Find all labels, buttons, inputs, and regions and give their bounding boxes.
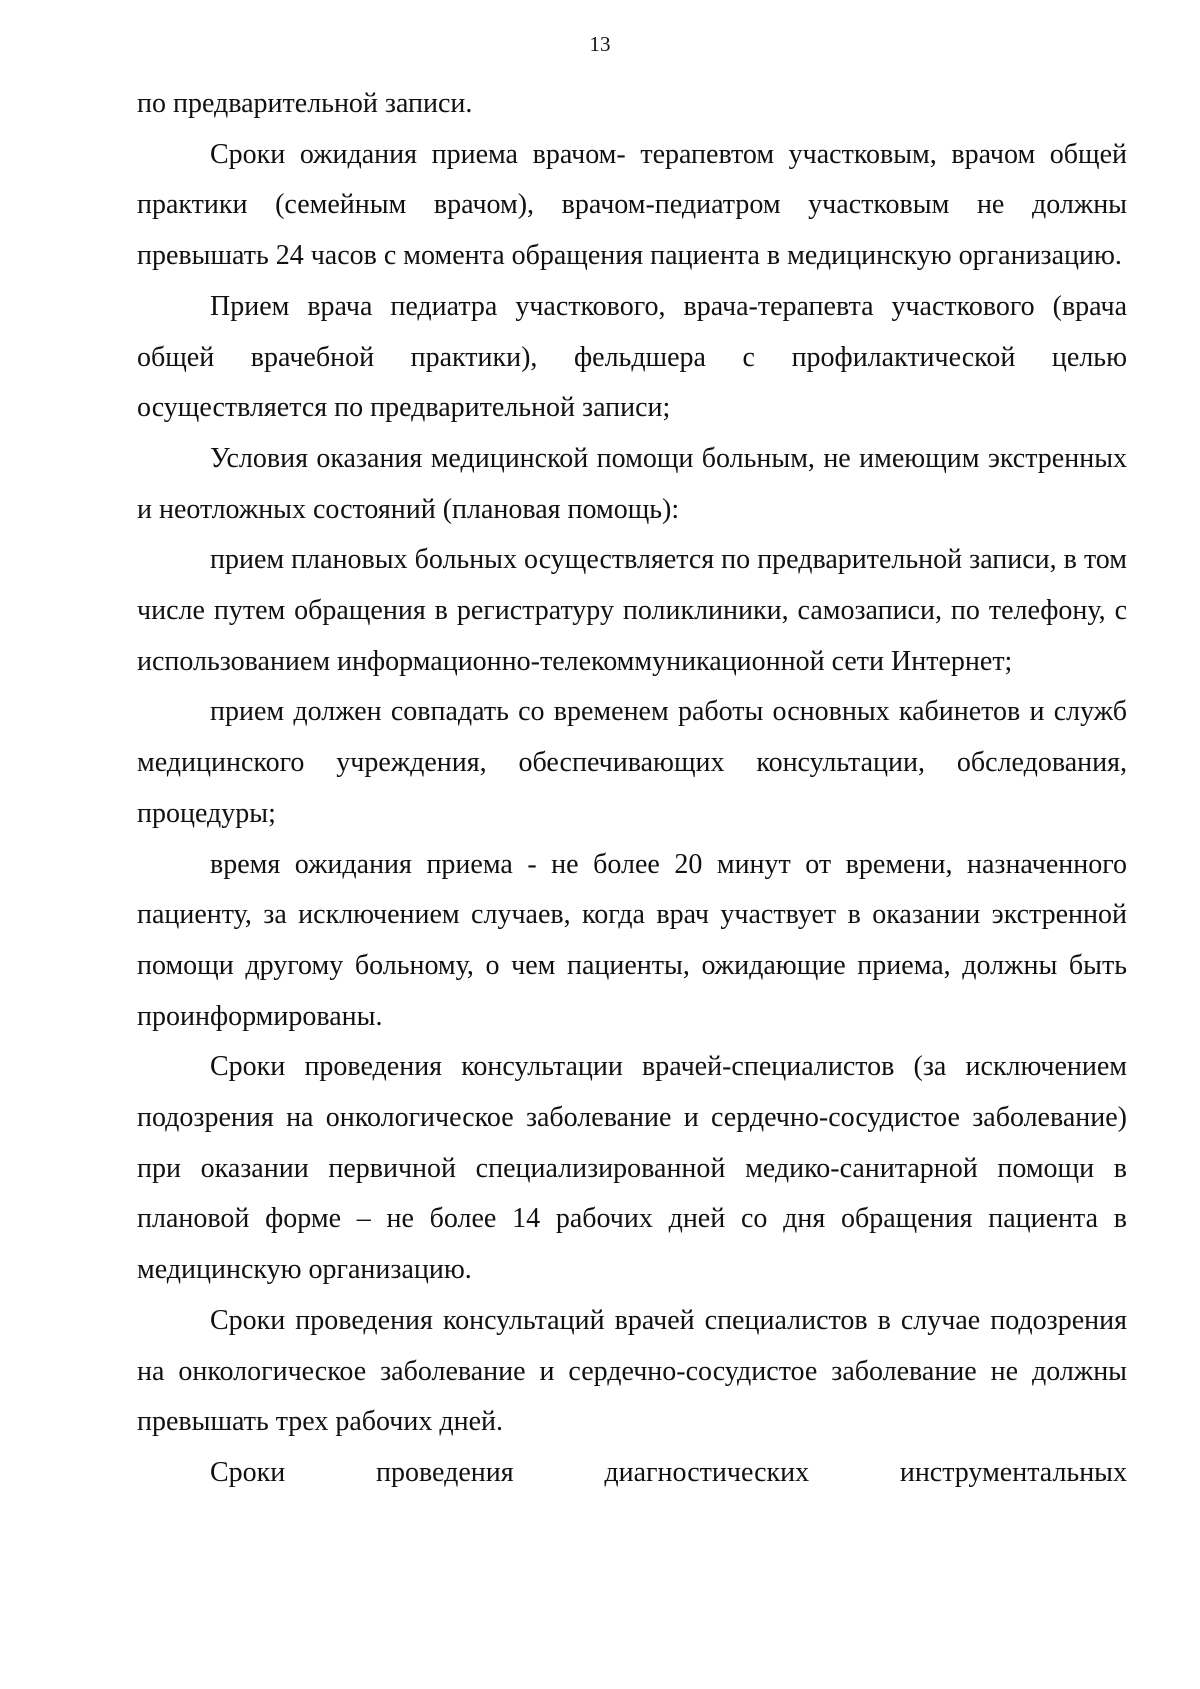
paragraph-planned-care-conditions: Условия оказания медицинской помощи больным, не имеющим экстренных и неотложных состояний (плановая помощь): (137, 442, 1127, 525)
paragraph-waiting-time-therapist: Сроки ожидания приема врачом- терапевтом участковым, врачом общей практики (семейным врачом), врачом-педиатром участковым не должны превышать 24 часов с момента обращения пациента в медицинскую организацию. (137, 138, 1127, 272)
paragraph-office-hours: прием должен совпадать со временем работы основных кабинетов и служб медицинского учреждения, обеспечивающих консультации, обследования, процедуры; (137, 696, 1127, 829)
document-body (137, 79, 1127, 1499)
paragraph-appointment-booking: прием плановых больных осуществляется по предварительной записи, в том числе путем обращения в регистратуру поликлиники, самозаписи, по телефону, с использованием информационно-телекоммуникационной сети Интернет; (137, 544, 1127, 677)
paragraph-continuation: по предварительной записи. (137, 88, 473, 119)
paragraph-diagnostic-terms: Сроки проведения диагностических инструментальных (210, 1456, 1127, 1488)
paragraph-preventive-appointment: Прием врача педиатра участкового, врача-терапевта участкового (врача общей врачебной практики), фельдшера с профилактической целью осуществляется по предварительной записи; (137, 290, 1127, 424)
page-number: 13 (589, 32, 611, 56)
paragraph-specialist-consultation-terms: Сроки проведения консультации врачей-специалистов (за исключением подозрения на онкологическое заболевание и сердечно-сосудистое заболевание) при оказании первичной специализированной медико-санитарной помощи в плановой форме – не более 14 рабочих дней со дня обращения пациента в медицинскую организацию. (137, 1051, 1127, 1286)
paragraph-waiting-20-minutes: время ожидания приема - не более 20 минут от времени, назначенного пациенту, за исключением случаев, когда врач участвует в оказании экстренной помощи другому больному, о чем пациенты, ожидающие приема, должны быть проинформированы. (137, 848, 1127, 1032)
paragraph-oncology-cardiology-terms: Сроки проведения консультаций врачей специалистов в случае подозрения на онкологическое заболевание и сердечно-сосудистое заболевание не должны превышать трех рабочих дней. (137, 1304, 1127, 1438)
